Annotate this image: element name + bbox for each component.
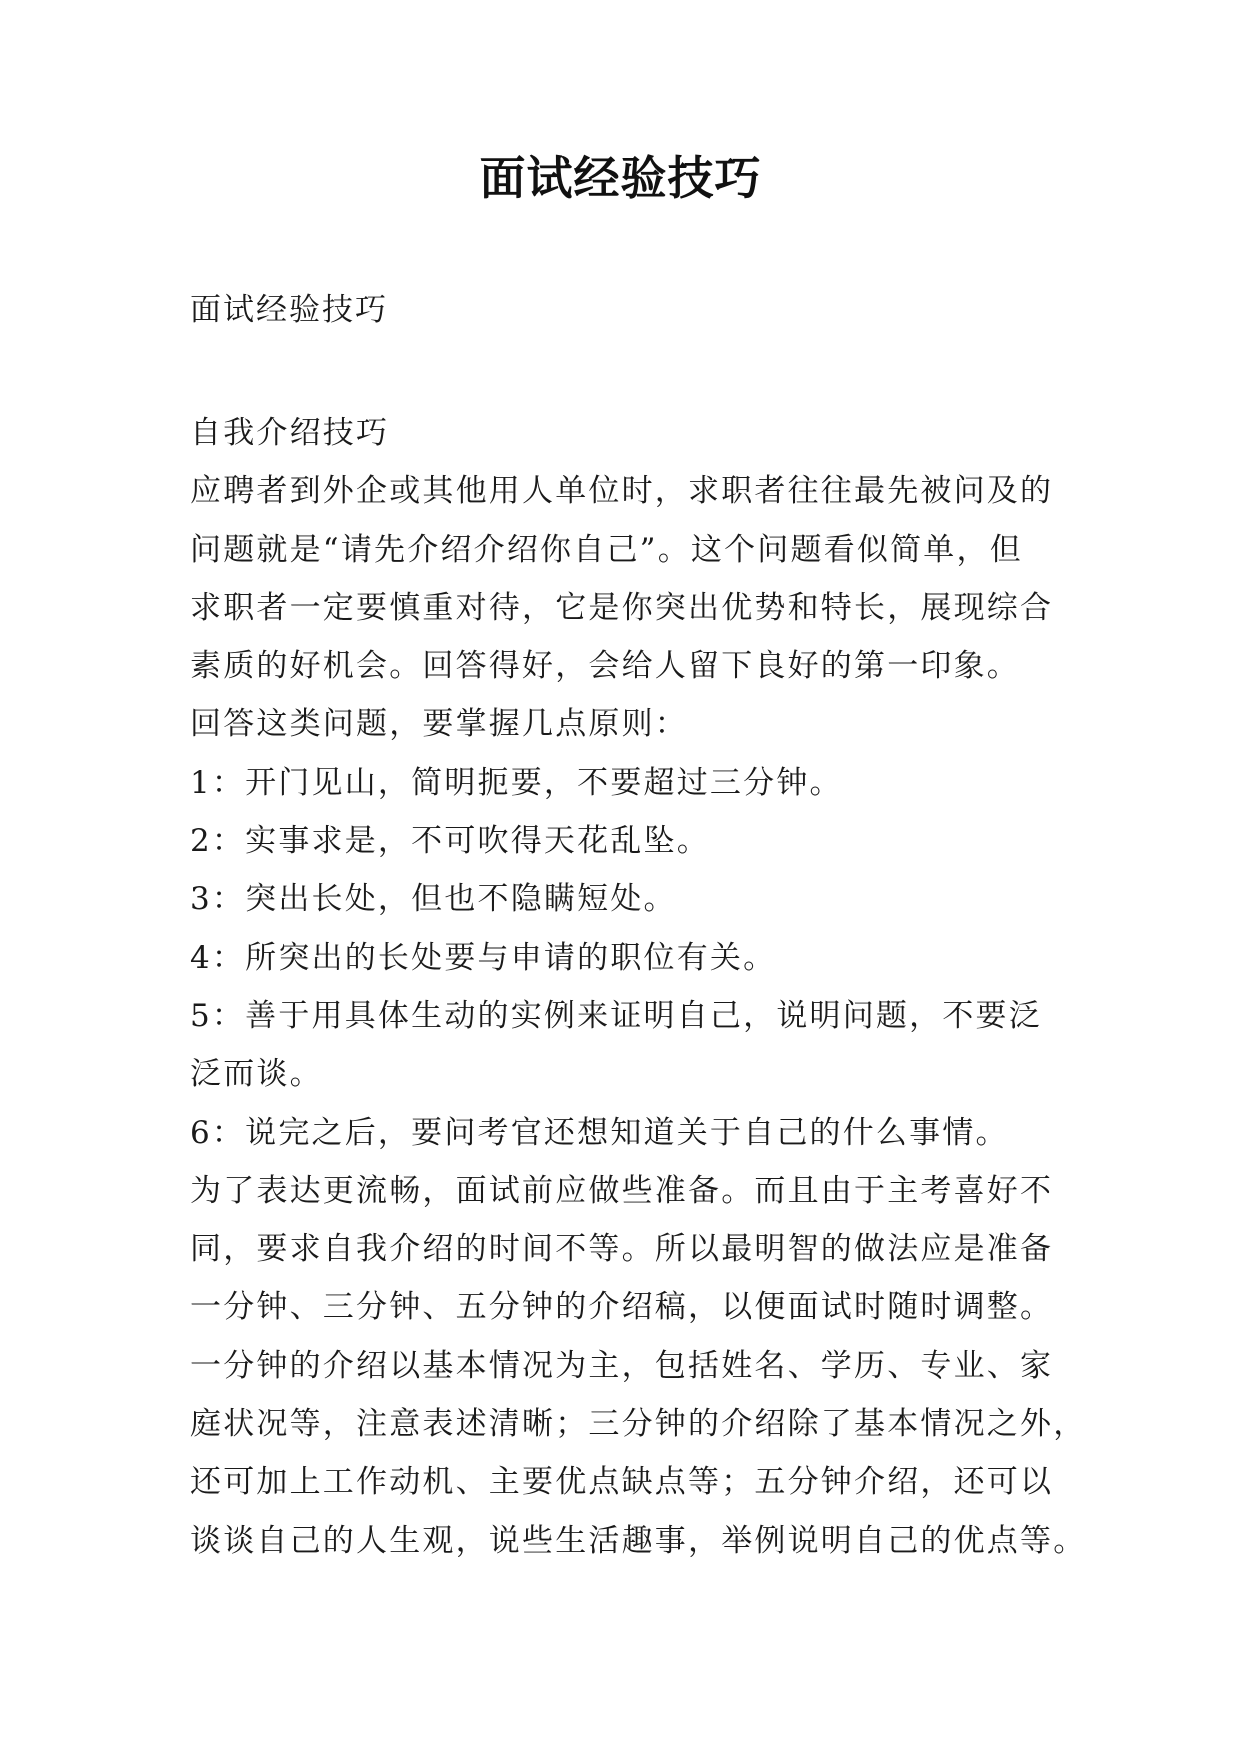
paragraph-line: 谈谈自己的人生观，说些生活趣事，举例说明自己的优点等。 xyxy=(190,1522,1087,1559)
paragraph-line: 同，要求自我介绍的时间不等。所以最明智的做法应是准备 xyxy=(190,1231,1054,1268)
paragraph-line: 庭状况等，注意表述清晰；三分钟的介绍除了基本情况之外， xyxy=(190,1406,1087,1443)
document-title: 面试经验技巧 xyxy=(479,151,762,205)
list-item: 4：所突出的长处要与申请的职位有关。 xyxy=(190,939,777,976)
paragraph-line: 应聘者到外企或其他用人单位时，求职者往往最先被问及的 xyxy=(190,473,1054,510)
list-item: 3：突出长处，但也不隐瞒短处。 xyxy=(190,881,677,918)
paragraph-line: 回答这类问题，要掌握几点原则： xyxy=(190,706,688,743)
list-item: 泛而谈。 xyxy=(190,1056,323,1093)
paragraph-line: 一分钟、三分钟、五分钟的介绍稿，以便面试时随时调整。 xyxy=(190,1289,1054,1326)
paragraph-line: 还可加上工作动机、主要优点缺点等；五分钟介绍，还可以 xyxy=(190,1464,1054,1501)
paragraph-line: 为了表达更流畅，面试前应做些准备。而且由于主考喜好不 xyxy=(190,1172,1054,1209)
paragraph-line: 素质的好机会。回答得好，会给人留下良好的第一印象。 xyxy=(190,648,1020,685)
document-body xyxy=(190,404,1087,1570)
list-item: 6：说完之后，要问考官还想知道关于自己的什么事情。 xyxy=(190,1114,1009,1151)
list-item: 5：善于用具体生动的实例来证明自己，说明问题，不要泛 xyxy=(190,997,1042,1034)
section-heading: 自我介绍技巧 xyxy=(190,415,390,451)
document-subtitle: 面试经验技巧 xyxy=(190,292,388,328)
paragraph-line: 一分钟的介绍以基本情况为主，包括姓名、学历、专业、家 xyxy=(190,1347,1054,1384)
list-item: 2：实事求是，不可吹得天花乱坠。 xyxy=(190,823,710,860)
paragraph-line: 求职者一定要慎重对待，它是你突出优势和特长，展现综合 xyxy=(190,589,1054,626)
paragraph-line: 问题就是“请先介绍介绍你自己”。这个问题看似简单，但 xyxy=(190,531,1023,568)
list-item: 1：开门见山，简明扼要，不要超过三分钟。 xyxy=(190,764,843,801)
